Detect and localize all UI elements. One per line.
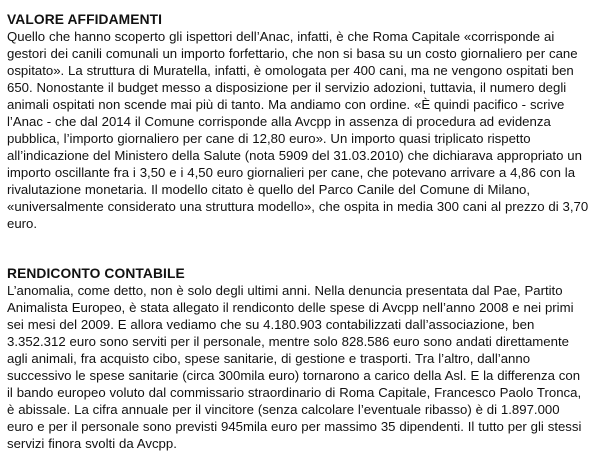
section-body: Quello che hanno scoperto gli ispettori dell’Anac, infatti, è che Roma Capitale «corrisponde ai gestori dei canili comunali un importo forfettario, che non si basa su un costo giornaliero per cane ospitato». La struttura di Muratella, infatti, è omologata per 400 cani, ma ne vengono ospitati ben 650. Nonostante il budget messo a disposizione per il servizio adozioni, tuttavia, il numero degli animali ospitati non scende mai più di tanto. Ma andiamo con ordine. «È quindi pacifico - scrive l’Anac - che dal 2014 il Comune corrisponde alla Avcpp in assenza di procedura ad evidenza pubblica, l’importo giornaliero per cane di 12,80 euro». Un importo quasi triplicato rispetto all’indicazione del Ministero della Salute (nota 5909 del 31.03.2010) che dichiarava appropriato un importo oscillante fra i 3,50 e i 4,50 euro giornalieri per cane, che potevano arrivare a 4,86 con la rivalutazione monetaria. Il modello citato è quello del Parco Canile del Comune di Milano, «universalmente considerato una struttura modello», che ospita in media 300 cani al prezzo di 3,70 euro.: [7, 29, 589, 231]
section-heading: VALORE AFFIDAMENTI: [7, 12, 163, 27]
section-rendiconto-contabile: [7, 265, 589, 452]
section-valore-affidamenti: [7, 11, 589, 232]
section-body: L’anomalia, come detto, non è solo degli ultimi anni. Nella denuncia presentata dal Pae, Partito Animalista Europeo, è stata allegato il rendiconto delle spese di Avcpp nell’anno 2008 e nei primi sei mesi del 2009. E allora vediamo che su 4.180.903 contabilizzati dall’associazione, ben 3.352.312 euro sono serviti per il personale, mentre solo 828.586 euro sono andati direttamente agli animali, fra acquisto cibo, spese sanitarie, di gestione e trasporti. Tra l’altro, dall’anno successivo le spese sanitarie (circa 300mila euro) tornarono a carico della Asl. E la differenza con il bando europeo voluto dal commissario straordinario di Roma Capitale, Francesco Paolo Tronca, è abissale. La cifra annuale per il vincitore (senza calcolare l’eventuale ribasso) è di 1.897.000 euro e per il personale sono previsti 945mila euro per massimo 35 dipendenti. Il tutto per gli stessi servizi finora svolti da Avcpp.: [7, 283, 582, 451]
section-heading: RENDICONTO CONTABILE: [7, 266, 185, 281]
